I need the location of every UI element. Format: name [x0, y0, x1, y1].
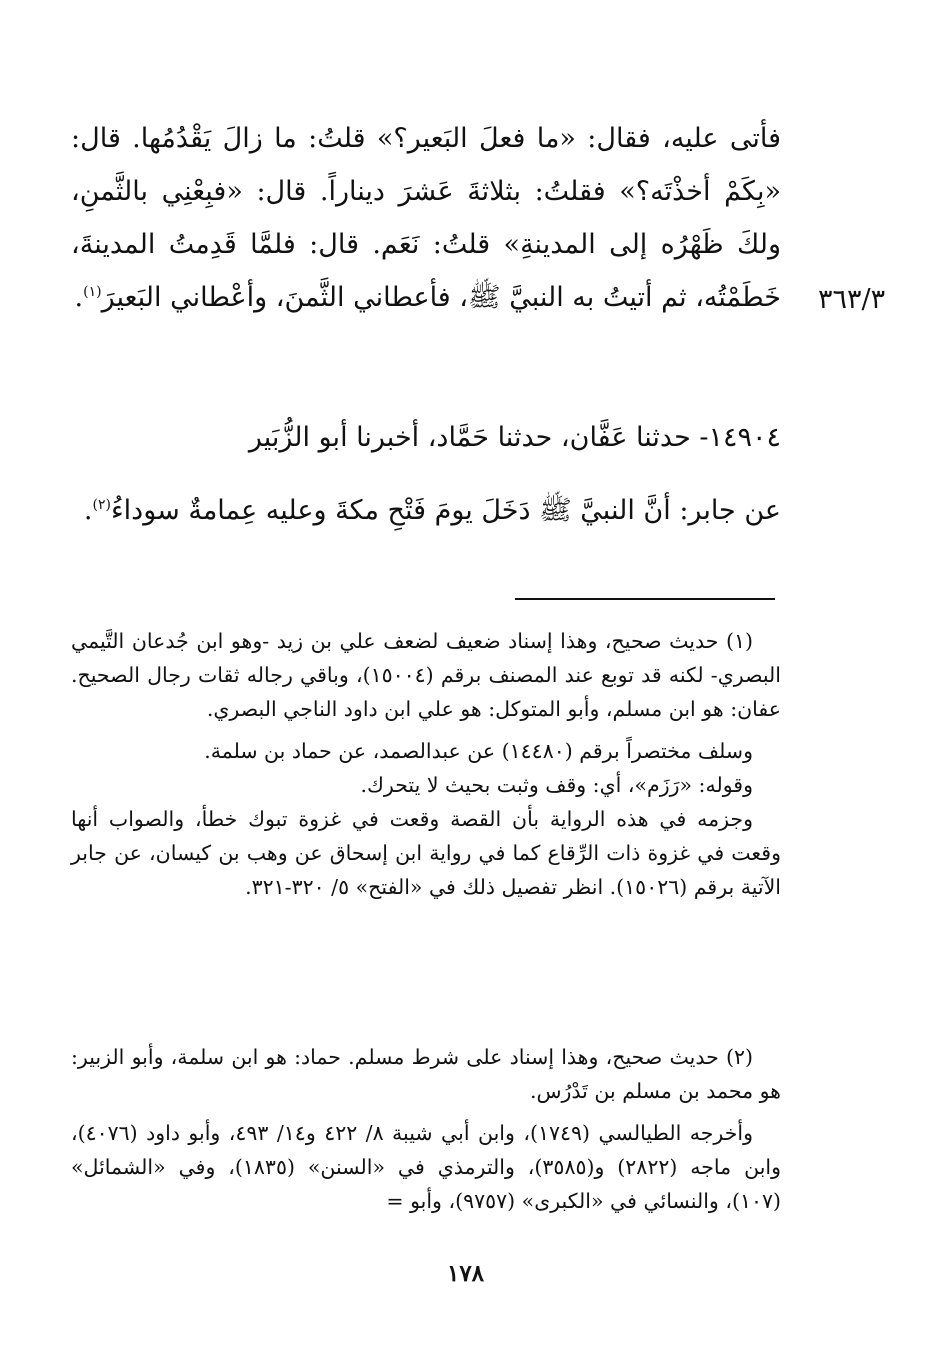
- main-text: فأتى عليه، فقال: «ما فعلَ البَعير؟» قلتُ: ما زالَ يَقْدُمُها. قال: «بِكَمْ أخذْتَه؟» فقلتُ: بثلاثةَ عَشرَ ديناراً. قال: «فبِعْنِي بالثَّمنِ، ولكَ ظَهْرُه إلى المدينةِ» قلتُ: نَعَم. قال: فلمَّا قَدِمتُ المدينةَ، خَطَمْتُه، ثم أتيتُ به النبيَّ ﷺ، فأعطاني الثَّمنَ، وأعْطاني البَعيرَ: [71, 123, 781, 313]
- footnote-1-paragraph: (١) حديث صحيح، وهذا إسناد ضعيف لضعف علي بن زيد -وهو ابن جُدعان التَّيمي البصري- لكنه قد توبع عند المصنف برقم (١٥٠٠٤)، وباقي رجاله ثقات رجال الصحيح. عفان: هو ابن مسلم، وأبو المتوكل: هو علي ابن داود الناجي البصري.: [71, 629, 781, 721]
- footnote-2-paragraph: (٢) حديث صحيح، وهذا إسناد على شرط مسلم. حماد: هو ابن سلمة، وأبو الزبير: هو محمد بن مسلم بن تَدْرُس.: [71, 1045, 781, 1103]
- footnote-1-paragraph: وقوله: «رَزَم»، أي: وقف وثبت بحيث لا يتحرك.: [360, 773, 753, 797]
- footnote-2: [71, 1040, 781, 1226]
- footnote-marker-1: (١): [83, 284, 102, 300]
- footnote-2-paragraph: وأخرجه الطيالسي (١٧٤٩)، وابن أبي شيبة ٨/ ٤٢٢ و١٤/ ٤٩٣، وأبو داود (٤٠٧٦)، وابن ماجه (٢٨٢٢) و(٣٥٨٥)، والترمذي في «السنن» (١٨٣٥)، وفي «الشمائل» (١٠٧)، والنسائي في «الكبرى» (٩٧٥٧)، وأبو =: [71, 1121, 781, 1213]
- footnote-1-paragraph: وجزمه في هذه الرواية بأن القصة وقعت في غزوة تبوك خطأ، والصواب أنها وقعت في غزوة ذات الرِّقاع كما في رواية ابن إسحاق عن وهب بن كيسان، عن جابر الآتية برقم (١٥٠٢٦). انظر تفصيل ذلك في «الفتح» ٥/ ٣٢٠-٣٢١.: [71, 807, 781, 899]
- footnote-separator-rule: [515, 598, 775, 600]
- hadith-text: عن جابر: أنَّ النبيَّ ﷺ دَخَلَ يومَ فَتْحِ مكةَ وعليه عِمامةٌ سوداءُ: [110, 495, 781, 526]
- page-number: ١٧٨: [446, 1260, 485, 1287]
- footnote-1: [71, 624, 781, 912]
- margin-volume-page-reference: ٣٦٣/٣: [818, 284, 886, 315]
- footnote-1-paragraph: وسلف مختصراً برقم (١٤٤٨٠) عن عبدالصمد، عن حماد بن سلمة.: [204, 739, 753, 763]
- hadith-isnad-line: ١٤٩٠٤- حدثنا عَفَّان، حدثنا حَمَّاد، أخبرنا أبو الزُّبَير: [248, 422, 781, 453]
- footnote-marker-2: (٢): [92, 497, 111, 513]
- main-text-paragraph: فأتى عليه، فقال: «ما فعلَ البَعير؟» قلتُ: ما زالَ يَقْدُمُها. قال: «بِكَمْ أخذْتَه؟» فقلتُ: بثلاثةَ عَشرَ ديناراً. قال: «فبِعْنِي بالثَّمنِ، ولكَ ظَهْرُه إلى المدينةِ» قلتُ: نَعَم. قال: فلمَّا قَدِمتُ المدينةَ، خَطَمْتُه، ثم أتيتُ به النبيَّ ﷺ، فأعطاني الثَّمنَ، وأعْطاني البَعيرَ$^{(١)}$.: [71, 123, 781, 313]
- hadith-matn-paragraph: عن جابر: أنَّ النبيَّ ﷺ دَخَلَ يومَ فَتْحِ مكةَ وعليه عِمامةٌ سوداءُ$^{(٢)}$.: [83, 495, 781, 526]
